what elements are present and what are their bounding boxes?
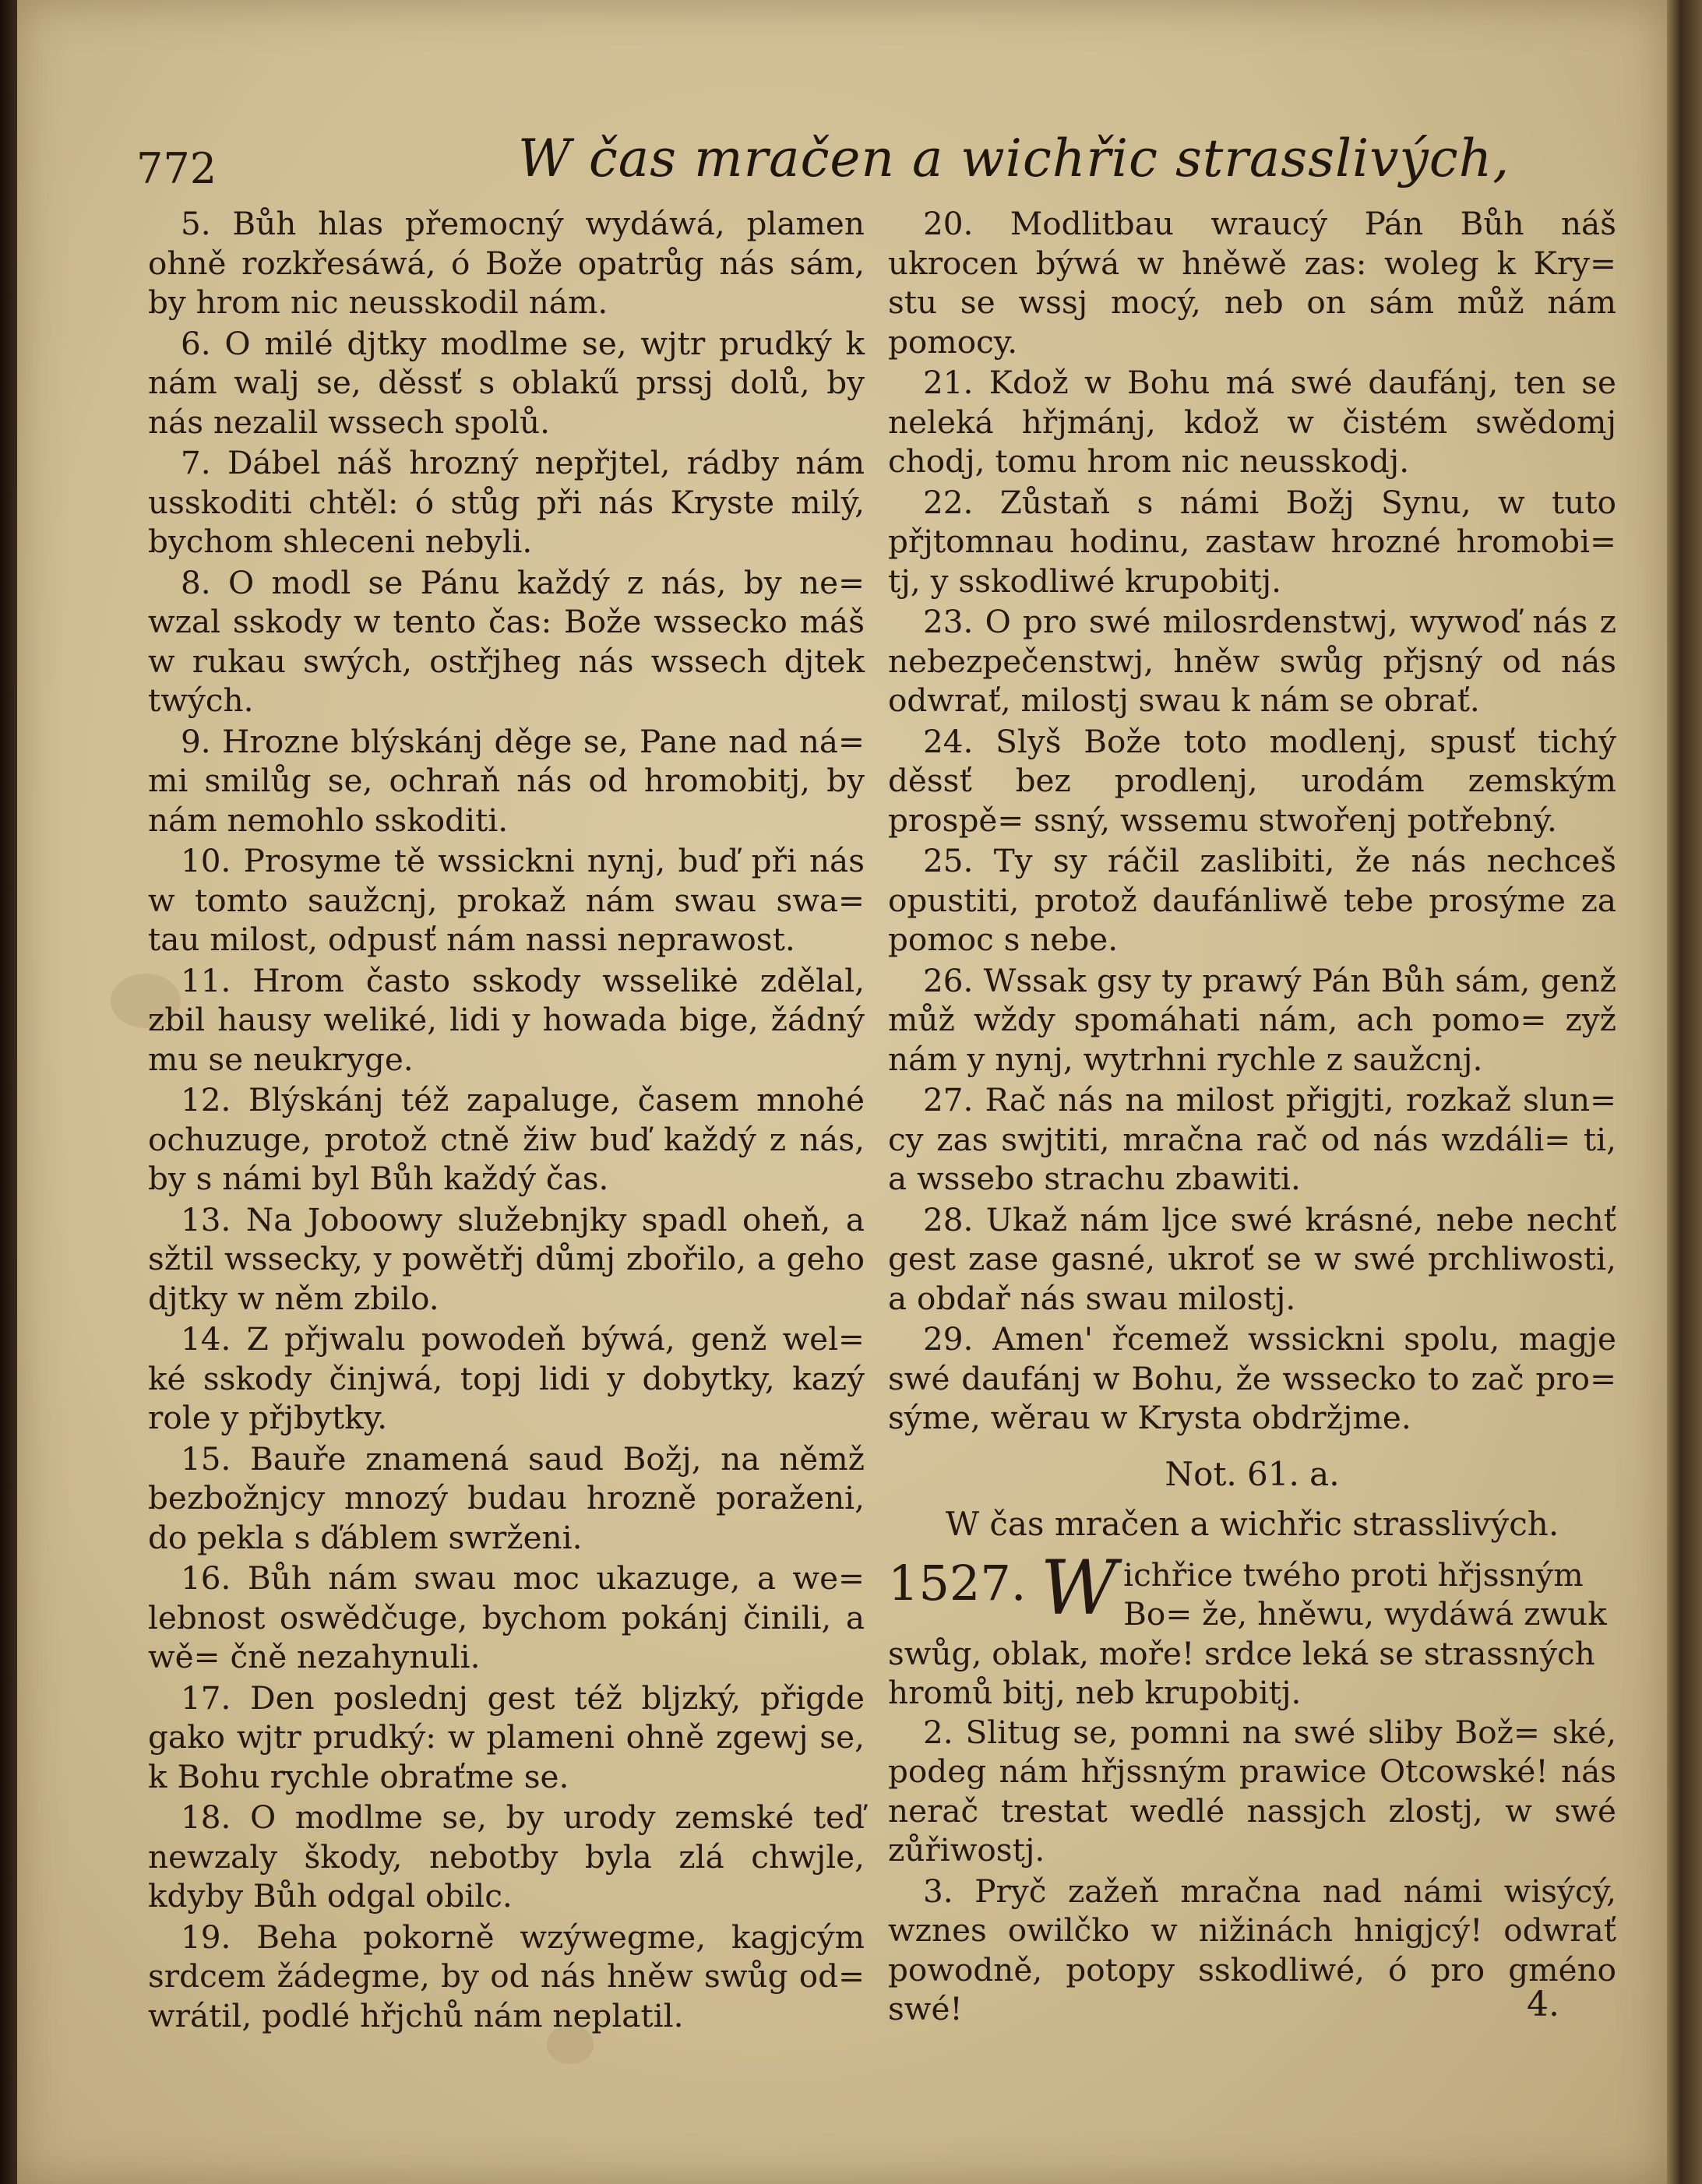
- book-gutter-left: [0, 0, 17, 2184]
- first-verse-text: ichřice twého proti hřjssným Bo= že, hněwu, wydáwá zwuk swůg, oblak, moře! srdce leká se strassných hromů bitj, neb krupobitj.: [888, 1555, 1607, 1711]
- running-head: W čas mračen a wichřic strasslivých,: [518, 129, 1510, 188]
- verse: 23. O pro swé milosrdenstwj, wywoď nás z nebezpečenstwj, hněw swůg přjsný od nás odwrať, milostj swau k nám se obrať.: [888, 603, 1616, 719]
- verse: 29. Amen' řcemež wssickni spolu, magje swé daufánj w Bohu, že wssecko to zač pro= sýme, wěrau w Krysta obdržjme.: [888, 1320, 1616, 1436]
- verse: 7. Dábel náš hrozný nepřjtel, rádby nám usskoditi chtěl: ó stůg při nás Kryste milý, bychom shleceni nebyli.: [148, 444, 865, 560]
- drop-cap: W: [1040, 1544, 1118, 1632]
- song-number: 1527.: [888, 1554, 1027, 1612]
- verse: 19. Beha pokorně wzýwegme, kagjcým srdcem žádegme, by od nás hněw swůg od= wrátil, podlé hřjchů nám neplatil.: [148, 1918, 865, 2034]
- verse: 15. Bauře znamená saud Božj, na němž bezbožnjcy mnozý budau hrozně poraženi, do pekla s ďáblem swrženi.: [148, 1439, 865, 1556]
- verse: 18. O modlme se, by urody zemské teď newzaly škody, nebotby byla zlá chwjle, kdyby Bůh odgal obilc.: [148, 1798, 865, 1915]
- verse: 10. Prosyme tě wssickni nynj, buď při nás w tomto saužcnj, prokaž nám swau swa= tau milost, odpusť nám nassi neprawost.: [148, 842, 865, 958]
- verse: 6. O milé djtky modlme se, wjtr prudký k nám walj se, děssť s oblakű prssj dolů, by nás nezalil wssech spolů.: [148, 324, 865, 441]
- page-header: [136, 129, 1609, 214]
- verse: 25. Ty sy ráčil zaslibiti, že nás nechceš opustiti, protož daufánliwě tebe prosýme za pomoc s nebe.: [888, 842, 1616, 958]
- verse: 17. Den poslednj gest též bljzký, přigde gako wjtr prudký: w plameni ohně zgewj se, k Bohu rychle obraťme se.: [148, 1679, 865, 1795]
- left-column: [148, 204, 865, 2037]
- book-spine: [1667, 0, 1702, 2184]
- page-number: 772: [136, 144, 217, 193]
- verse: 13. Na Joboowy služebnjky spadl oheň, a sžtil wssecky, y powětřj důmj zbořilo, a geho djtky w něm zbilo.: [148, 1200, 865, 1317]
- verse: 9. Hrozne blýskánj děge se, Pane nad ná= mi smilůg se, ochraň nás od hromobitj, by nám nemohlo sskoditi.: [148, 722, 865, 839]
- verse: 16. Bůh nám swau moc ukazuge, a we= lebnost oswědčuge, bychom pokánj činili, a wě= čně nezahynuli.: [148, 1559, 865, 1675]
- verse: 22. Zůstaň s námi Božj Synu, w tuto přjtomnau hodinu, zastaw hrozné hromobi= tj, y sskodliwé krupobitj.: [888, 483, 1616, 600]
- verse: 24. Slyš Bože toto modlenj, spusť tichý děssť bez prodlenj, urodám zemským prospě= ssný, wssemu stwořenj potřebný.: [888, 722, 1616, 839]
- verse: 26. Wssak gsy ty prawý Pán Bůh sám, genž můž wždy spomáhati nám, ach pomo= zyž nám y nynj, wytrhni rychle z saužcnj.: [888, 961, 1616, 1078]
- verse: 5. Bůh hlas přemocný wydáwá, plamen ohně rozkřesáwá, ó Bože opatrůg nás sám, by hrom nic neusskodil nám.: [148, 205, 865, 321]
- right-column: [888, 204, 1616, 2031]
- section-subtitle: W čas mračen a wichřic strasslivých.: [945, 1505, 1559, 1543]
- verse: 21. Kdož w Bohu má swé daufánj, ten se neleká hřjmánj, kdož w čistém swědomj chodj, tomu hrom nic neusskodj.: [888, 364, 1616, 480]
- section-title: Not. 61. a.: [1165, 1454, 1340, 1493]
- verse: 14. Z přjwalu powodeň býwá, genž wel= ké sskody činjwá, topj lidi y dobytky, kazý role y přjbytky.: [148, 1320, 865, 1436]
- verse: 3. Pryč zažeň mračna nad námi wisýcý, wznes owilčko w nižinách hnigjcý! odwrať powodně, potopy sskodliwé, ó pro gméno swé!: [888, 1872, 1616, 2027]
- verse: 12. Blýskánj též zapaluge, časem mnohé ochuzuge, protož ctně žiw buď každý z nás, by s námi byl Bůh každý čas.: [148, 1081, 865, 1197]
- verse: 27. Rač nás na milost přigjti, rozkaž slun= cy zas swjtiti, mračna rač od nás wzdáli= ti, a wssebo strachu zbawiti.: [888, 1081, 1616, 1197]
- verse: 2. Slitug se, pomni na swé sliby Bož= ské, podeg nám hřjssným prawice Otcowské! nás nerač trestat wedlé nassjch zlostj, w swé zůřiwostj.: [888, 1713, 1616, 1869]
- verse: 28. Ukaž nám ljce swé krásné, nebe nechť gest zase gasné, ukroť se w swé prchliwosti, a obdař nás swau milostj.: [888, 1200, 1616, 1317]
- verse: 8. O modl se Pánu každý z nás, by ne= wzal sskody w tento čas: Bože wssecko máš w rukau swých, ostřjheg nás wssech djtek twých.: [148, 563, 865, 719]
- song-first-verse: [888, 1544, 1616, 1713]
- catchword: 4.: [1527, 1985, 1559, 2024]
- verse: 11. Hrom často sskody wsselikė zdělal, zbil hausy weliké, lidi y howada bige, žádný mu se neukryge.: [148, 961, 865, 1078]
- verse: 20. Modlitbau wraucý Pán Bůh náš ukrocen býwá w hněwě zas: woleg k Kry= stu se wssj mocý, neb on sám můž nám pomocy.: [888, 205, 1616, 361]
